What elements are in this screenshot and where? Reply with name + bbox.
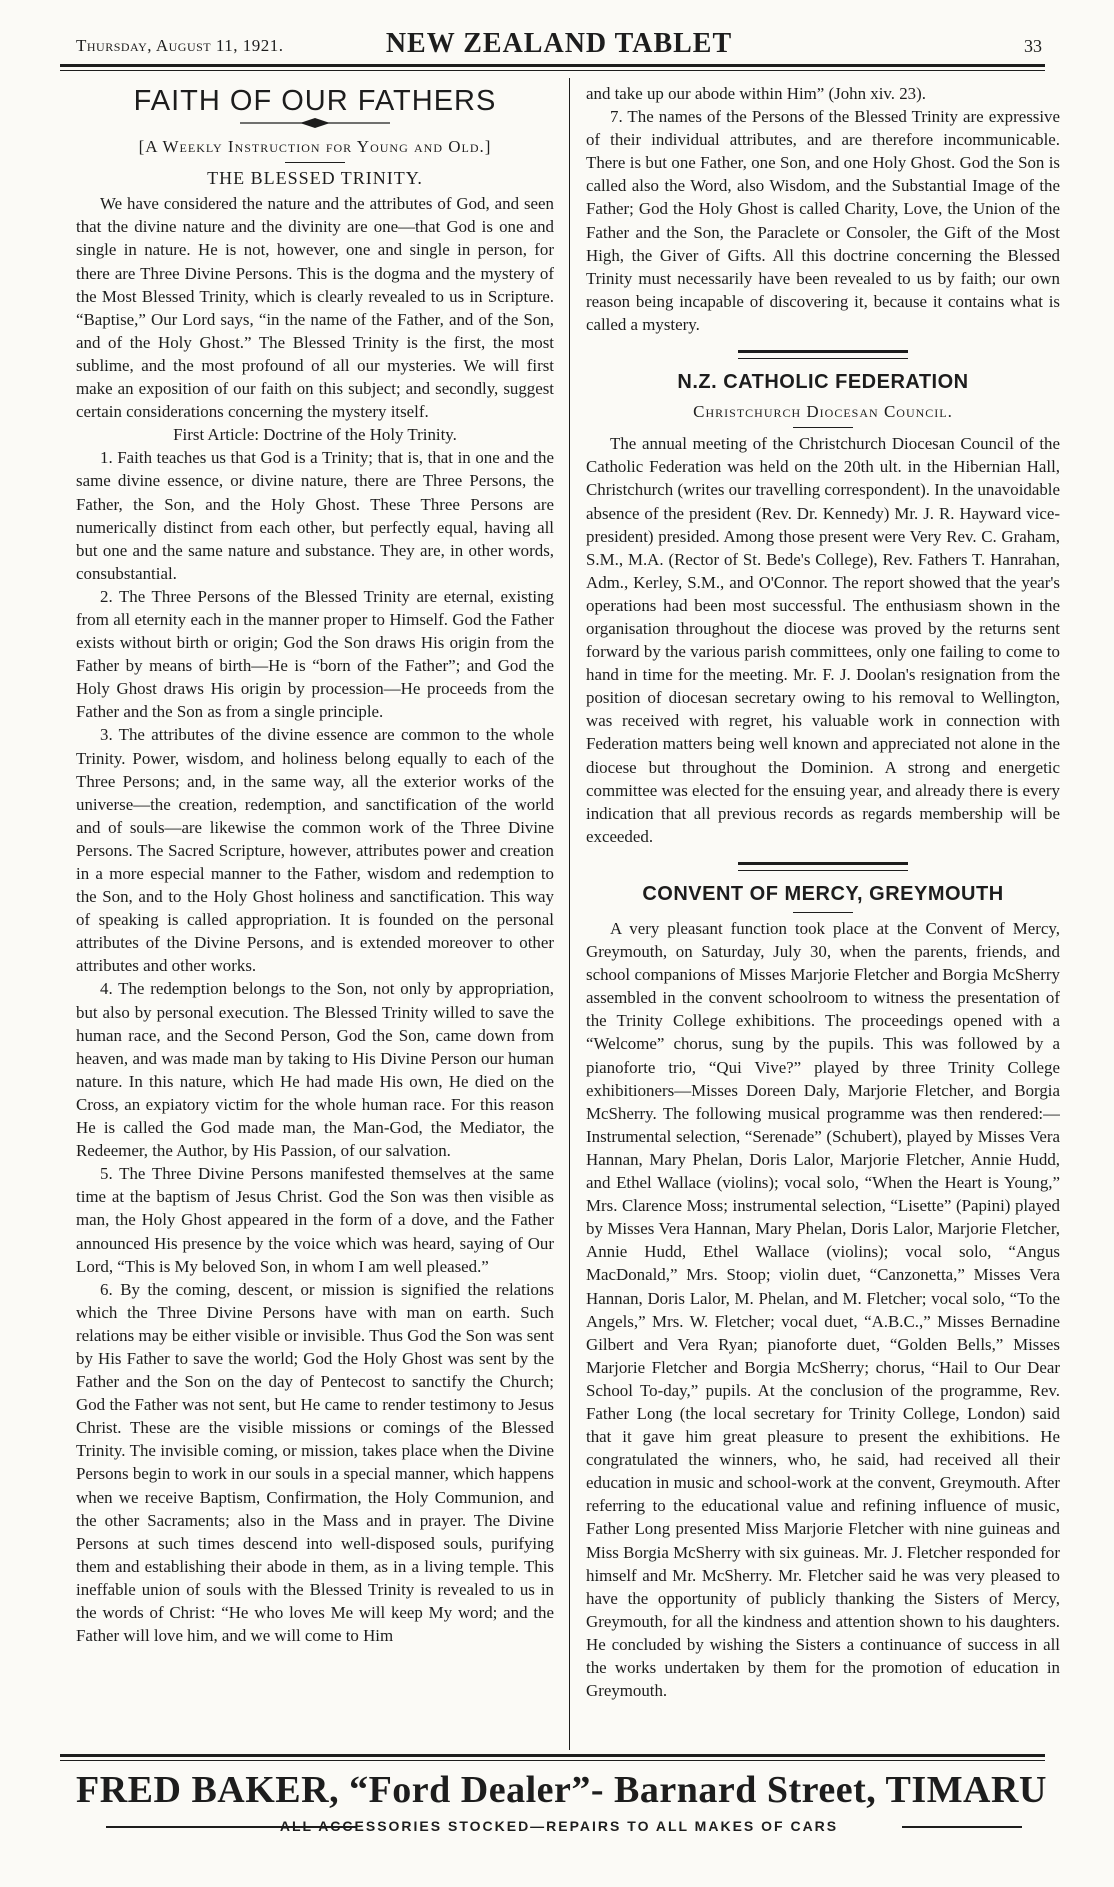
faith-subtitle: [A Weekly Instruction for Young and Old.] <box>138 137 492 157</box>
header-rule-thin <box>60 70 1045 71</box>
section-separator <box>738 862 908 871</box>
section-heading: THE BLESSED TRINITY. <box>207 168 423 189</box>
faith-paragraph: 2. The Three Persons of the Blessed Trinity are eternal, existing from all eternity each in the manner proper to Himself. God the Father exists without birth or origin; God the Son draws His origin from the Father by means of birth—He is “born of the Father”; and God the Holy Ghost draws His origin by procession—He proceeds from the Father and the Son as from a single principle. <box>76 586 554 722</box>
faith-paragraph: 7. The names of the Persons of the Blessed Trinity are expressive of their individual attributes, and are therefore incommunicable. There is but one Father, one Son, and one Holy Ghost. God the Son is called also the Word, also Wisdom, and the Substantial Image of the Father; God the Holy Ghost is called Charity, Love, the Union of the Father and the Son, the Paraclete or Consoler, the Gift of the Most High, the Giver of Gifts. All this doctrine concerning the Blessed Trinity must necessarily have been revealed to us by faith; our own reason being incapable of discovering it, because it contains what is called a mystery. <box>586 107 1060 334</box>
column-divider <box>569 78 570 1750</box>
page-header <box>76 26 1042 64</box>
short-rule <box>793 427 853 428</box>
short-rule <box>285 162 345 163</box>
convent-title: CONVENT OF MERCY, GREYMOUTH <box>642 882 1004 905</box>
federation-title: N.Z. CATHOLIC FEDERATION <box>677 371 969 394</box>
masthead-title: NEW ZEALAND TABLET <box>385 28 733 59</box>
faith-paragraph: We have considered the nature and the attributes of God, and seen that the divine nature and the divinity are one—that God is one and single in nature. He is not, however, one and single in person, for there are Three Divine Persons. This is the dogma and the mystery of the Most Blessed Trinity, which is clearly revealed to us in Scripture. “Baptise,” Our Lord says, “in the name of the Father, and of the Son, and of the Holy Ghost.” The Blessed Trinity is the first, the most sublime, and the most profound of all our mysteries. We will first make an exposition of our faith on this subject; and secondly, suggest certain considerations concerning the mystery itself. <box>76 194 554 422</box>
faith-paragraph: 3. The attributes of the divine essence are common to the whole Trinity. Power, wisdom, and holiness belong equally to each of the Three Persons; and, in the same way, all the exterior works of the universe—the creation, redemption, and sanctification of the world and of souls—are likewise the common work of the Three Divine Persons. The Sacred Scripture, however, attributes power and creation in a more especial manner to the Father, wisdom and redemption to the Son, and to the Holy Ghost holiness and sanctification. This way of speaking is called appropriation. It is founded on the personal attributes of the Divine Persons, and is extended moreover to other attributes and other works. <box>76 725 554 976</box>
faith-paragraph: 6. By the coming, descent, or mission is signified the relations which the Three Divine Persons have with man on earth. Such relations may be either visible or invisible. Thus God the Son was sent by His Father to save the world; God the Holy Ghost was sent by the Father and the Son on the day of Pentecost to sanctify the Church; God the Father was not sent, but He came to render testimony to Jesus Christ. These are the visible missions or comings of the Blessed Trinity. The invisible coming, or mission, takes place when the Divine Persons begin to work in our souls in a special manner, which happens when we receive Baptism, Confirmation, the Holy Communion, and the other Sacraments; also in the Mass and in prayer. The Divine Persons at such times descend into well-disposed souls, purifying them and establishing their abode in them, as in a living temple. This ineffable union of souls with the Blessed Trinity is revealed to us in the words of Christ: “He who loves Me will keep My word; and the Father will love him, and we will come to Him <box>76 1279 554 1646</box>
convent-paragraph: A very pleasant function took place at the Convent of Mercy, Greymouth, on Saturday, July 30, when the parents, friends, and school companions of Misses Marjorie Fletcher and Borgia McSherry assembled in the convent schoolroom to witness the presentation of the Trinity College exhibitions. The proceedings opened with a “Welcome” chorus, sung by the pupils. This was followed by a pianoforte trio, “Qui Vive?” played by three Trinity College exhibitioners—Misses Doreen Daly, Marjorie Fletcher, and Borgia McSherry. The following musical programme was then rendered:—Instrumental selection, “Serenade” (Schubert), played by Misses Vera Hannan, Mary Phelan, Doris Lalor, Marjorie Fletcher, Annie Hudd, and Ethel Wallace (violins); vocal solo, “When the Heart is Young,” Mrs. Clarence Moss; instrumental selection, “Lisette” (Papini) played by Misses Vera Hannan, Mary Phelan, Doris Lalor, Marjorie Fletcher, Annie Hudd, Ethel Wallace (violins); vocal solo, “Angus MacDonald,” Mrs. Stoop; violin duet, “Canzonetta,” Misses Vera Hannan, Doris Lalor, M. Phelan, and M. Fletcher; vocal solo, “To the Angels,” Mrs. W. Fletcher; vocal duet, “A.B.C.,” Misses Bernadine Gilbert and Vera Ryan; pianoforte duet, “Golden Bells,” Misses Marjorie Fletcher and Borgia McSherry; chorus, “Hail to Our Dear School To-day,” pupils. At the conclusion of the programme, Rev. Father Long (the local secretary for Trinity College, London) said that it gave him great pleasure to present the exhibitions. He congratulated the winners, who, he said, had received all their education in music and school-work at the convent, Greymouth. After referring to the educational value and refining influence of music, Father Long presented Miss Marjorie Fletcher with nine guineas and Miss Borgia McSherry with six guineas. Mr. J. Fletcher responded for himself and Mr. McSherry. Mr. Fletcher said he was very pleased to have the opportunity of publicly thanking the Sisters of Mercy, Greymouth, for all the kindness and attention shown to his daughters. He concluded by wishing the Sisters a continuance of success in all the works undertaken by them for the promotion of education in Greymouth. <box>586 919 1060 1701</box>
faith-paragraph: 4. The redemption belongs to the Son, not only by appropriation, but also by personal execution. The Blessed Trinity willed to save the human race, and the Second Person, God the Son, came down from heaven, and was made man by taking to His Divine Person our human nature. In this nature, which He had made His own, He died on the Cross, an expiatory victim for the whole human race. For this reason He is called the God made man, the Man-God, the Mediator, the Redeemer, the Author, by His Passion, of our salvation. <box>76 979 554 1161</box>
footer-rule-thin <box>60 1760 1045 1761</box>
advert-tagline: ALL ACCESSORIES STOCKED—REPAIRS TO ALL MAKES OF CARS <box>279 1818 839 1834</box>
left-column <box>76 82 554 1747</box>
page-number: 33 <box>1024 36 1042 56</box>
federation-paragraph: The annual meeting of the Christchurch Diocesan Council of the Catholic Federation was held on the 20th ult. in the Hibernian Hall, Christchurch (writes our travelling correspondent). In the unavoidable absence of the president (Rev. Dr. Kennedy) Mr. J. R. Hayward vice-president) presided. Among those present were Very Rev. C. Graham, S.M., M.A. (Rector of St. Bede's College), Rev. Fathers T. Hanrahan, Adm., Kerley, S.M., and O'Connor. The report showed that the year's operations had been most successful. The enthusiasm shown in the organisation throughout the diocese was proved by the returns sent forward by the various parish committees, only one failing to come to hand in time for the meeting. Mr. F. J. Doolan's resignation from the position of diocesan secretary owing to his removal to Wellington, was received with regret, his valuable work in connection with Federation matters being well known and appreciated not alone in the diocese but throughout the Dominion. A strong and energetic committee was elected for the ensuing year, and already there is every indication that all previous records as regards membership will be exceeded. <box>586 434 1060 846</box>
first-article-heading: First Article: Doctrine of the Holy Trinity. <box>173 425 457 445</box>
advert-headline: FRED BAKER, “Ford Dealer”- Barnard Street, TIMARU <box>76 1769 1047 1811</box>
footer-rule-thick <box>60 1754 1045 1757</box>
advert-rule-right <box>902 1826 1022 1828</box>
faith-continuation: and take up our abode within Him” (John xiv. 23). <box>586 84 926 103</box>
issue-date: Thursday, August 11, 1921. <box>76 36 284 55</box>
faith-article-title: FAITH OF OUR FATHERS <box>133 85 497 117</box>
federation-subtitle: Christchurch Diocesan Council. <box>693 402 953 422</box>
short-rule <box>793 912 853 913</box>
advertisement <box>76 1768 1047 1838</box>
right-column <box>586 82 1060 1747</box>
faith-paragraph: 5. The Three Divine Persons manifested themselves at the same time at the baptism of Jesus Christ. God the Son was then visible as man, the Holy Ghost appeared in the form of a dove, and the Father announced His presence by the voice which was heard, saying of Our Lord, “This is My beloved Son, in whom I am well pleased.” <box>76 1164 554 1276</box>
header-rule-thick <box>60 64 1045 67</box>
faith-paragraph: 1. Faith teaches us that God is a Trinity; that is, that in one and the same divine essence, or divine nature, there are Three Persons, the Father, the Son, and the Holy Ghost. These Three Persons are numerically distinct from each other, but perfectly equal, having all but one and the same nature and substance. They are, in other words, consubstantial. <box>76 448 554 583</box>
ornament-divider <box>76 117 554 129</box>
section-separator <box>738 350 908 359</box>
